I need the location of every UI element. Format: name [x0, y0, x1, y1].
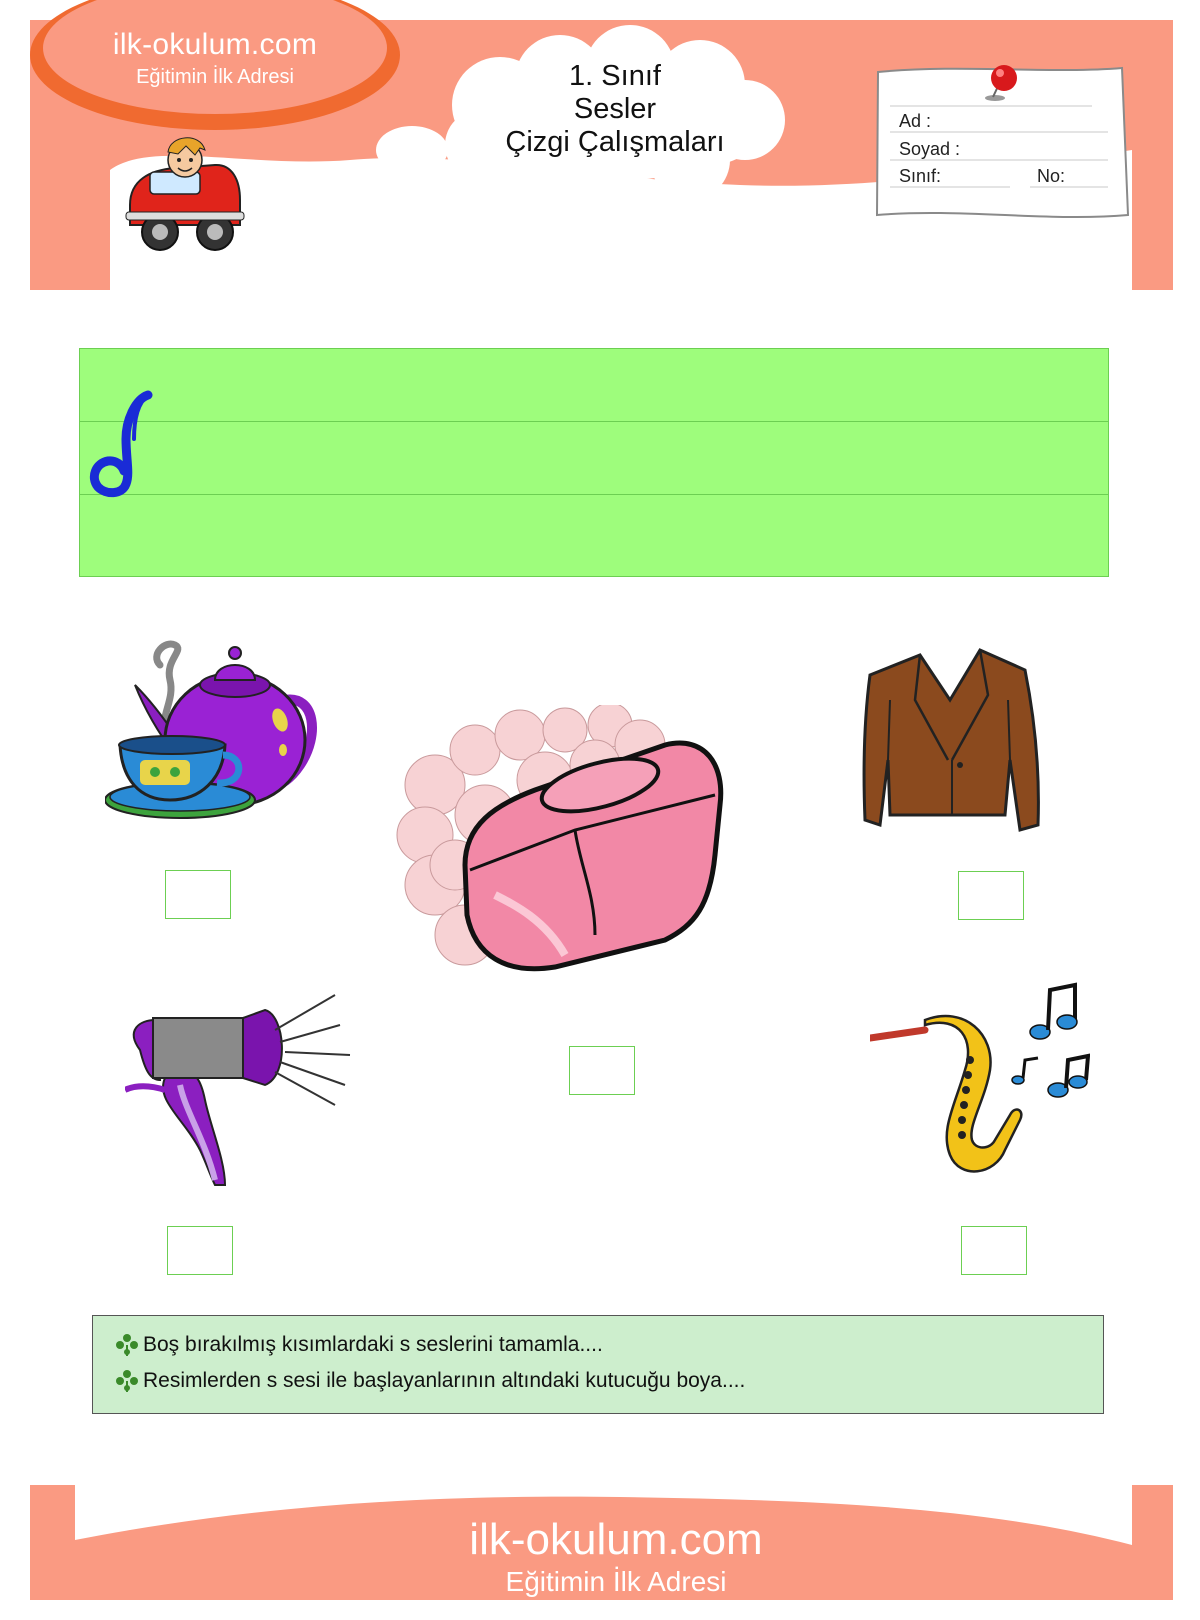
- checkbox-hair-dryer[interactable]: [167, 1226, 233, 1275]
- worksheet-title-line2: Sesler: [573, 93, 657, 125]
- checkbox-jacket[interactable]: [958, 871, 1024, 920]
- instruction-item-1: [115, 1333, 603, 1357]
- hair-dryer-icon: [125, 990, 355, 1190]
- teapot-icon: [105, 625, 325, 840]
- clover-bullet-icon: [115, 1369, 139, 1393]
- surname-label: Soyad :: [899, 139, 961, 159]
- worksheet-title-line1: 1. Sınıf: [569, 60, 661, 92]
- footer-subtitle: Eğitimin İlk Adresi: [505, 1566, 727, 1597]
- saxophone-icon: [870, 980, 1090, 1190]
- worksheet-title: [470, 60, 760, 159]
- checkbox-saxophone[interactable]: [961, 1226, 1027, 1275]
- jacket-icon: [860, 640, 1045, 835]
- instructions-box: [92, 1315, 1104, 1414]
- clover-bullet-icon: [115, 1333, 139, 1357]
- checkbox-teapot[interactable]: [165, 870, 231, 919]
- instruction-item-2: [115, 1369, 745, 1393]
- footer-title: ilk-okulum.com: [469, 1515, 763, 1564]
- soap-icon: [395, 705, 735, 975]
- guide-line-bottom: [80, 494, 1108, 495]
- sample-letter-s: [86, 389, 156, 499]
- instruction-text-1: Boş bırakılmış kısımlardaki s seslerini tamamla....: [143, 1333, 603, 1356]
- worksheet-title-line3: Çizgi Çalışmaları: [505, 126, 725, 158]
- logo-subtitle: Eğitimin İlk Adresi: [136, 66, 294, 88]
- logo-title: ilk-okulum.com: [112, 28, 318, 61]
- checkbox-soap[interactable]: [569, 1046, 635, 1095]
- class-label: Sınıf:: [899, 166, 942, 186]
- number-label: No:: [1037, 166, 1066, 186]
- handwriting-practice-area[interactable]: [79, 348, 1109, 577]
- name-label: Ad :: [899, 111, 932, 131]
- guide-line-top: [80, 421, 1108, 422]
- instruction-text-2: Resimlerden s sesi ile başlayanlarının altındaki kutucuğu boya....: [143, 1369, 746, 1392]
